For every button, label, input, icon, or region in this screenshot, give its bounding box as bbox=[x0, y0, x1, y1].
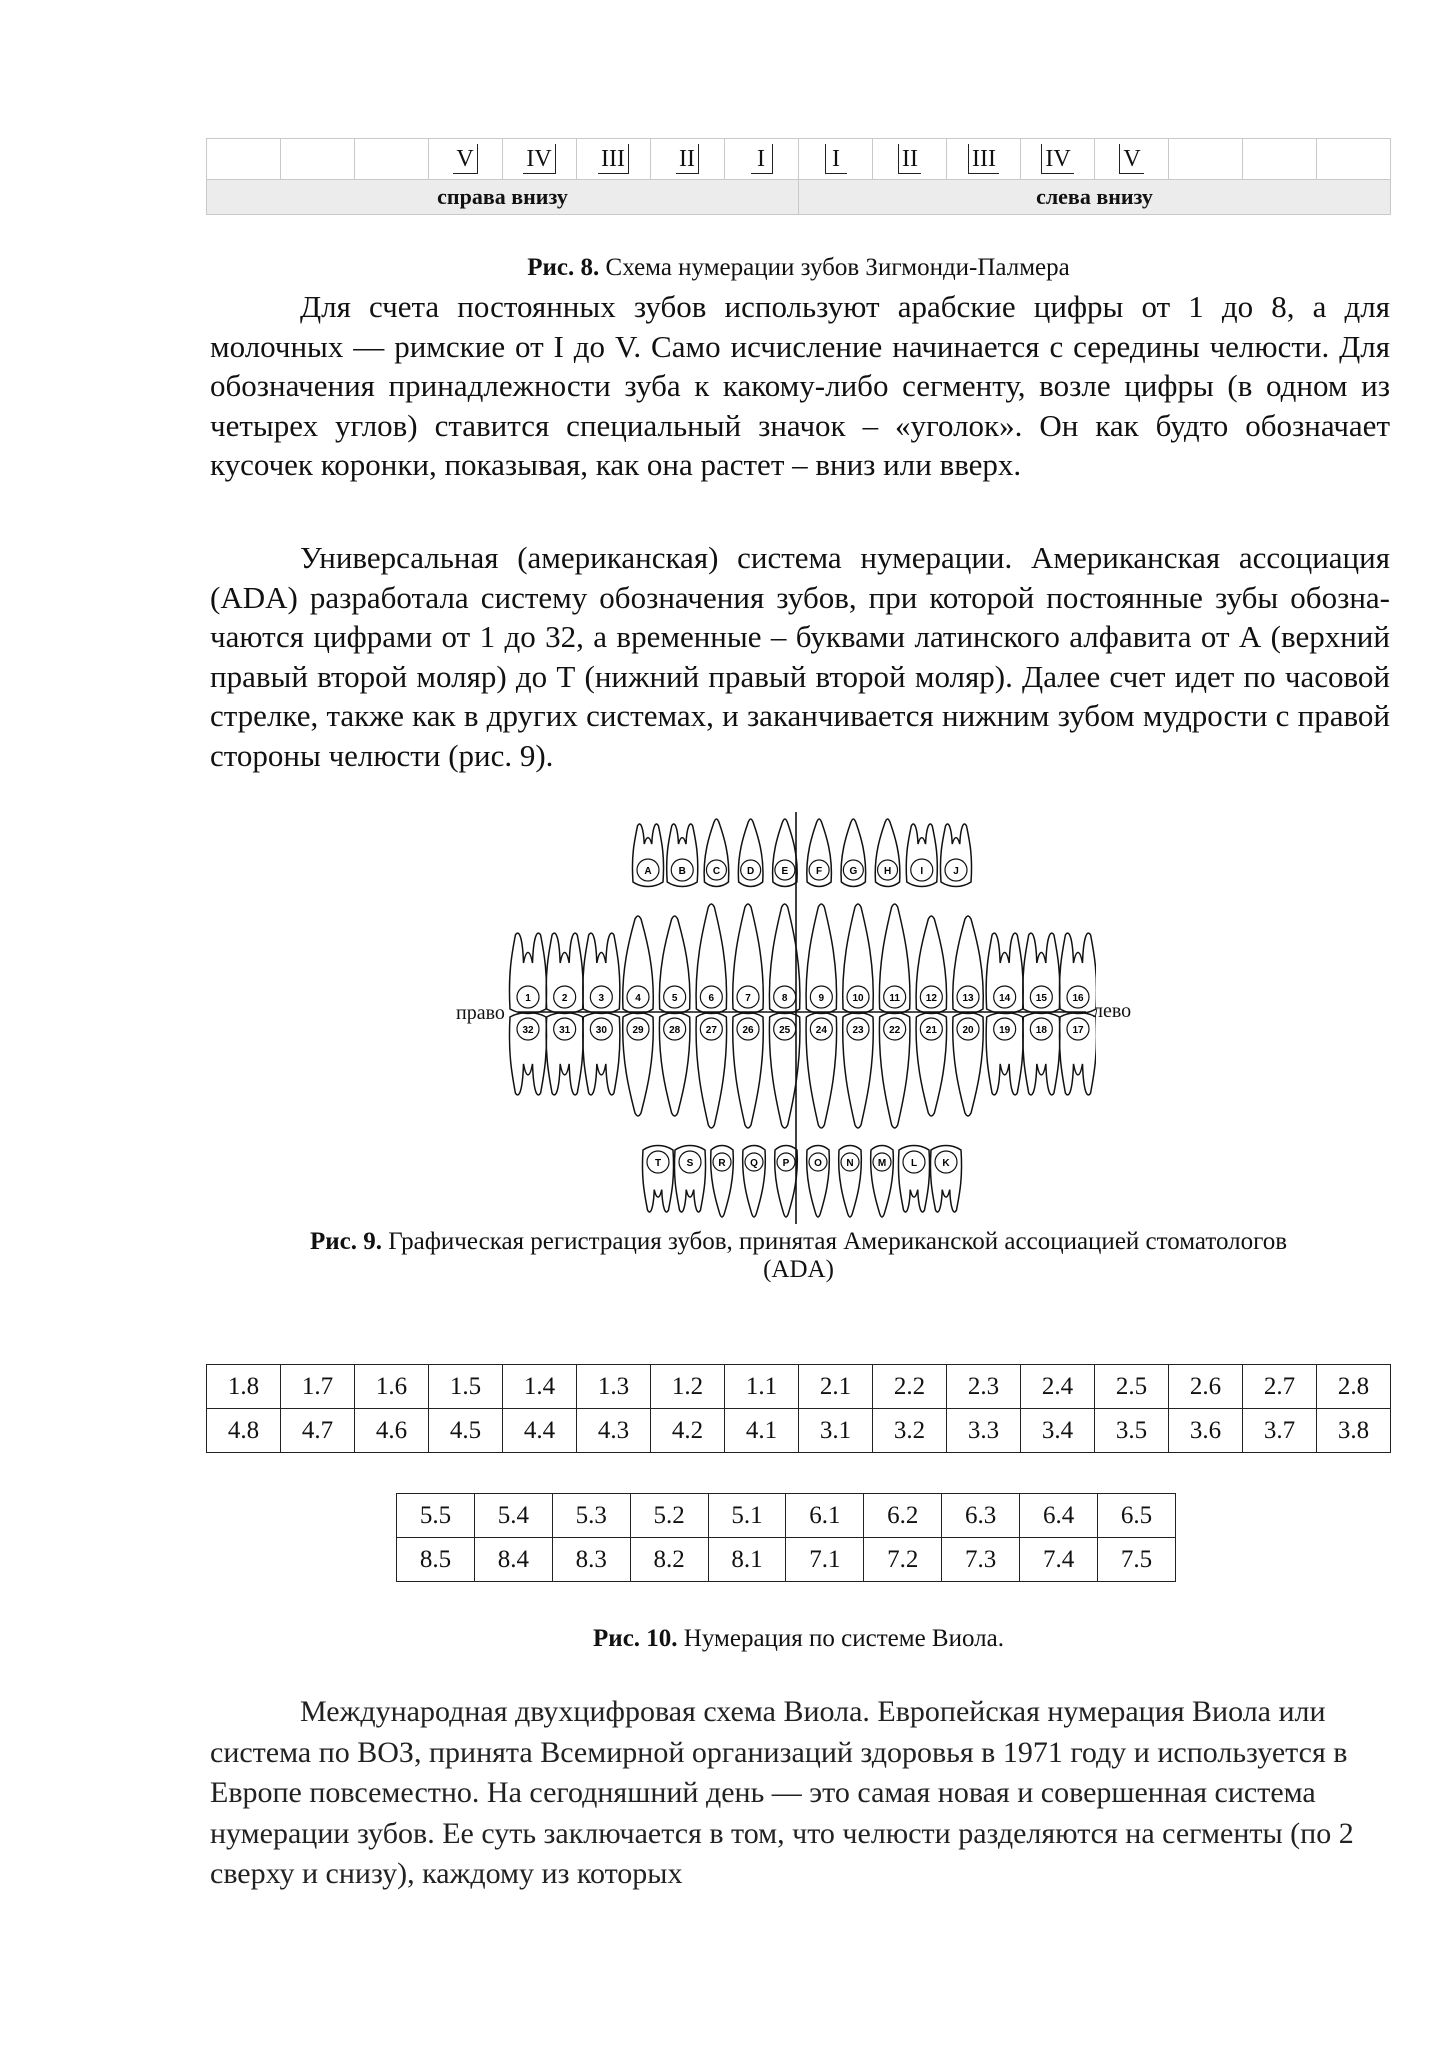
tooth-label: 2 bbox=[561, 993, 568, 1004]
figure9-caption bbox=[206, 1228, 1391, 1284]
tooth-label: O bbox=[814, 1158, 822, 1169]
tooth bbox=[509, 933, 546, 1013]
figure10-number: Рис. 10. bbox=[593, 1625, 678, 1652]
palmer-numeral: III bbox=[968, 144, 999, 174]
tooth-label: 7 bbox=[745, 993, 751, 1004]
ada-right-label: право bbox=[456, 1002, 505, 1024]
palmer-numeral: I bbox=[751, 144, 773, 174]
viola-primary-table bbox=[396, 1493, 1176, 1582]
palmer-numeral: III bbox=[598, 144, 629, 174]
tooth bbox=[841, 819, 866, 887]
tooth-number-cell: 7.4 bbox=[1020, 1538, 1098, 1582]
tooth-number-cell: 4.1 bbox=[725, 1409, 799, 1453]
palmer-numeral: II bbox=[898, 144, 921, 174]
tooth-label: 4 bbox=[635, 993, 641, 1004]
tooth-number-cell: 6.1 bbox=[786, 1494, 864, 1538]
tooth-number-cell: 6.4 bbox=[1020, 1494, 1098, 1538]
tooth-label: S bbox=[686, 1158, 694, 1169]
tooth bbox=[953, 1013, 984, 1117]
tooth-label: 28 bbox=[669, 1025, 681, 1036]
palmer-numeral: II bbox=[676, 144, 699, 174]
tooth-label: Q bbox=[750, 1158, 758, 1169]
figure9-number: Рис. 9. bbox=[309, 1228, 382, 1255]
tooth-label: 26 bbox=[742, 1025, 754, 1036]
tooth-label: 11 bbox=[889, 993, 900, 1004]
paragraph-1 bbox=[210, 287, 1390, 485]
tooth bbox=[843, 904, 874, 1014]
tooth-label: 31 bbox=[559, 1025, 571, 1036]
tooth-number-cell: 6.3 bbox=[942, 1494, 1020, 1538]
tooth-number-cell: 3.1 bbox=[799, 1409, 873, 1453]
tooth bbox=[773, 819, 798, 887]
tooth bbox=[667, 824, 698, 886]
tooth-label: L bbox=[910, 1158, 918, 1169]
tooth-label: 32 bbox=[522, 1025, 534, 1036]
tooth-label: 23 bbox=[852, 1025, 864, 1036]
paragraph-2-text: Универсальная (американская) система нумерации. Американская ассоциация (ADA) разработала систему обозначения зубов, при которой постоянные зубы обозна-чаются цифрами от 1 до 32, а временные – буквами латинского алфавита от А (верхний правый второй моляр) до Т (нижний правый второй моляр). Далее счет идет по часовой стрелке, также как в других системах, и заканчивается нижним зубом мудрости с правой стороны челюсти (рис. 9). bbox=[210, 540, 1390, 773]
tooth-number-cell: 4.4 bbox=[503, 1409, 577, 1453]
tooth-label: 1 bbox=[525, 993, 531, 1004]
figure10-text: Нумерация по системе Виола. bbox=[683, 1625, 1004, 1652]
tooth-number-cell: 2.1 bbox=[799, 1365, 873, 1409]
tooth-number-cell: 8.2 bbox=[630, 1538, 708, 1582]
tooth bbox=[583, 1013, 620, 1095]
tooth bbox=[1059, 1013, 1096, 1095]
tooth-label: T bbox=[654, 1158, 662, 1169]
tooth-number-cell: 3.5 bbox=[1095, 1409, 1169, 1453]
tooth bbox=[843, 1013, 874, 1129]
tooth-number-cell: 5.5 bbox=[397, 1494, 475, 1538]
tooth-number-cell: 3.6 bbox=[1169, 1409, 1243, 1453]
tooth-number-cell: 4.5 bbox=[429, 1409, 503, 1453]
tooth bbox=[733, 904, 764, 1014]
palmer-cell bbox=[1095, 139, 1169, 180]
tooth-number-cell: 1.6 bbox=[355, 1365, 429, 1409]
tooth-number-cell: 1.5 bbox=[429, 1365, 503, 1409]
lower-primary-teeth bbox=[642, 1146, 961, 1218]
tooth-label: D bbox=[747, 866, 755, 877]
palmer-cell bbox=[799, 139, 873, 180]
tooth-number-cell: 8.4 bbox=[474, 1538, 552, 1582]
tooth-label: 16 bbox=[1072, 993, 1084, 1004]
viola-permanent-table bbox=[206, 1364, 1391, 1453]
tooth bbox=[696, 1013, 727, 1129]
tooth-number-cell: 8.5 bbox=[397, 1538, 475, 1582]
tooth-number-cell: 3.4 bbox=[1021, 1409, 1095, 1453]
tooth-label: 15 bbox=[1035, 993, 1047, 1004]
tooth bbox=[875, 819, 900, 887]
tooth bbox=[1023, 1013, 1060, 1095]
tooth-label: 9 bbox=[818, 993, 825, 1004]
tooth bbox=[711, 1146, 734, 1218]
palmer-cell bbox=[577, 139, 651, 180]
tooth-number-cell: 4.3 bbox=[577, 1409, 651, 1453]
tooth-number-cell: 7.5 bbox=[1098, 1538, 1176, 1582]
palmer-right-label: справа внизу bbox=[207, 180, 799, 215]
tooth bbox=[743, 1146, 766, 1218]
tooth bbox=[623, 916, 654, 1014]
tooth-number-cell: 6.2 bbox=[864, 1494, 942, 1538]
palmer-empty-cell bbox=[1169, 139, 1243, 180]
tooth-label: 27 bbox=[705, 1025, 717, 1036]
tooth-label: J bbox=[953, 866, 959, 877]
figure8-number: Рис. 8. bbox=[527, 254, 600, 281]
tooth bbox=[738, 819, 763, 887]
tooth bbox=[930, 1146, 961, 1212]
viola-primary-lower-row bbox=[397, 1538, 1176, 1582]
tooth bbox=[632, 824, 663, 886]
tooth-label: 12 bbox=[925, 993, 937, 1004]
palmer-numeral-row bbox=[207, 139, 1391, 180]
tooth-label: 30 bbox=[595, 1025, 607, 1036]
palmer-cell bbox=[873, 139, 947, 180]
tooth-label: C bbox=[712, 866, 721, 877]
palmer-empty-cell bbox=[1317, 139, 1391, 180]
palmer-numeral: V bbox=[453, 144, 477, 174]
palmer-cell bbox=[947, 139, 1021, 180]
tooth-number-cell: 4.8 bbox=[207, 1409, 281, 1453]
tooth bbox=[642, 1146, 673, 1212]
palmer-cell bbox=[651, 139, 725, 180]
tooth bbox=[839, 1146, 862, 1218]
tooth bbox=[1059, 933, 1096, 1013]
tooth-label: 29 bbox=[632, 1025, 644, 1036]
tooth bbox=[546, 1013, 583, 1095]
palmer-table bbox=[206, 138, 1391, 215]
tooth bbox=[916, 1013, 947, 1117]
tooth-label: 13 bbox=[962, 993, 974, 1004]
figure9-text-line2: (ADA) bbox=[763, 1256, 834, 1283]
tooth-number-cell: 1.7 bbox=[281, 1365, 355, 1409]
tooth-label: G bbox=[849, 866, 858, 877]
tooth-label: 22 bbox=[889, 1025, 901, 1036]
tooth-number-cell: 3.2 bbox=[873, 1409, 947, 1453]
tooth-label: M bbox=[877, 1158, 887, 1169]
tooth bbox=[898, 1146, 929, 1212]
figure9-text: Графическая регистрация зубов, принятая Американской ассоциацией стоматологов bbox=[388, 1228, 1288, 1255]
tooth-label: 10 bbox=[852, 993, 864, 1004]
tooth-number-cell: 5.2 bbox=[630, 1494, 708, 1538]
tooth bbox=[940, 824, 971, 886]
tooth-number-cell: 5.4 bbox=[474, 1494, 552, 1538]
tooth-label: B bbox=[678, 866, 686, 877]
tooth-number-cell: 1.8 bbox=[207, 1365, 281, 1409]
tooth-label: K bbox=[942, 1158, 950, 1169]
tooth-number-cell: 6.5 bbox=[1098, 1494, 1176, 1538]
tooth bbox=[986, 1013, 1023, 1095]
tooth bbox=[509, 1013, 546, 1095]
paragraph-2 bbox=[210, 538, 1390, 775]
palmer-numeral: V bbox=[1119, 144, 1143, 174]
tooth-number-cell: 1.3 bbox=[577, 1365, 651, 1409]
tooth-number-cell: 1.4 bbox=[503, 1365, 577, 1409]
palmer-cell bbox=[429, 139, 503, 180]
tooth bbox=[1023, 933, 1060, 1013]
palmer-numeral: IV bbox=[1041, 144, 1073, 174]
ada-left-label: лево bbox=[1093, 1000, 1132, 1022]
tooth bbox=[659, 1013, 690, 1117]
tooth bbox=[906, 824, 937, 886]
tooth-label: E bbox=[781, 866, 789, 877]
tooth bbox=[986, 933, 1023, 1013]
tooth-number-cell: 3.7 bbox=[1243, 1409, 1317, 1453]
upper-primary-teeth bbox=[632, 819, 971, 887]
tooth-number-cell: 2.3 bbox=[947, 1365, 1021, 1409]
figure10-caption bbox=[206, 1625, 1391, 1653]
tooth bbox=[659, 916, 690, 1014]
palmer-empty-cell bbox=[355, 139, 429, 180]
palmer-label-row bbox=[207, 180, 1391, 215]
tooth bbox=[807, 1146, 830, 1218]
tooth bbox=[623, 1013, 654, 1117]
tooth-label: A bbox=[644, 866, 652, 877]
tooth-number-cell: 7.3 bbox=[942, 1538, 1020, 1582]
tooth-number-cell: 2.8 bbox=[1317, 1365, 1391, 1409]
tooth-label: 25 bbox=[779, 1025, 791, 1036]
tooth bbox=[583, 933, 620, 1013]
tooth-number-cell: 4.6 bbox=[355, 1409, 429, 1453]
tooth-number-cell: 2.5 bbox=[1095, 1365, 1169, 1409]
palmer-cell bbox=[1021, 139, 1095, 180]
tooth-label: 3 bbox=[598, 993, 605, 1004]
tooth bbox=[806, 1013, 837, 1129]
palmer-cell bbox=[503, 139, 577, 180]
tooth-label: N bbox=[846, 1158, 854, 1169]
ada-tooth-chart bbox=[456, 812, 1096, 1224]
tooth bbox=[674, 1146, 705, 1212]
tooth bbox=[879, 1013, 910, 1129]
tooth-number-cell: 8.3 bbox=[552, 1538, 630, 1582]
viola-primary-upper-row bbox=[397, 1494, 1176, 1538]
tooth-number-cell: 5.3 bbox=[552, 1494, 630, 1538]
paragraph-3-text: Международная двухцифровая схема Виола. Европейская нумерация Виола или система по ВОЗ, принята Всемирной организаций здоровья в 1971 году и используется в Европе повсеместно. На сегодняшний день — это самая новая и совершенная система нумерации зубов. Ее суть заключается в том, что челюсти разделяются на сегменты (по 2 сверху и снизу), каждому из которых bbox=[210, 1695, 1354, 1890]
tooth-number-cell: 2.7 bbox=[1243, 1365, 1317, 1409]
palmer-empty-cell bbox=[1243, 139, 1317, 180]
viola-permanent-lower-row bbox=[207, 1409, 1391, 1453]
tooth-number-cell: 1.1 bbox=[725, 1365, 799, 1409]
figure8-text: Схема нумерации зубов Зигмонди-Палмера bbox=[605, 254, 1070, 281]
tooth-label: 24 bbox=[815, 1025, 827, 1036]
tooth-number-cell: 2.6 bbox=[1169, 1365, 1243, 1409]
tooth-number-cell: 7.2 bbox=[864, 1538, 942, 1582]
tooth-label: 17 bbox=[1072, 1025, 1084, 1036]
palmer-numeral: IV bbox=[523, 144, 555, 174]
tooth-number-cell: 8.1 bbox=[708, 1538, 786, 1582]
tooth-label: 18 bbox=[1035, 1025, 1047, 1036]
tooth-label: 5 bbox=[671, 993, 678, 1004]
tooth-number-cell: 2.2 bbox=[873, 1365, 947, 1409]
figure8-caption bbox=[206, 254, 1391, 282]
tooth-number-cell: 7.1 bbox=[786, 1538, 864, 1582]
tooth-label: R bbox=[718, 1158, 726, 1169]
tooth bbox=[871, 1146, 894, 1218]
palmer-cell bbox=[725, 139, 799, 180]
tooth-number-cell: 1.2 bbox=[651, 1365, 725, 1409]
tooth-number-cell: 2.4 bbox=[1021, 1365, 1095, 1409]
tooth-number-cell: 4.7 bbox=[281, 1409, 355, 1453]
tooth-label: 6 bbox=[708, 993, 715, 1004]
paragraph-1-text: Для счета постоянных зубов используют арабские цифры от 1 до 8, а для молочных — римские от I до V. Само исчисление начинается с середины челюсти. Для обозначения принадлежности зуба к какому-либо сегменту, возле цифры (в одном из четырех углов) ставится специальный значок – «уголок». Он как будто обозначает кусочек коронки, показывая, как она растет – вниз или вверх. bbox=[210, 289, 1390, 482]
tooth bbox=[806, 904, 837, 1014]
tooth-label: P bbox=[782, 1158, 790, 1169]
tooth-label: H bbox=[883, 866, 892, 877]
tooth bbox=[546, 933, 583, 1013]
palmer-numeral: I bbox=[825, 144, 847, 174]
tooth-label: 21 bbox=[925, 1025, 937, 1036]
tooth bbox=[879, 904, 910, 1014]
palmer-empty-cell bbox=[281, 139, 355, 180]
tooth bbox=[953, 916, 984, 1014]
tooth-label: 14 bbox=[999, 993, 1011, 1004]
tooth bbox=[733, 1013, 764, 1129]
tooth-label: 8 bbox=[781, 993, 788, 1004]
tooth-number-cell: 3.3 bbox=[947, 1409, 1021, 1453]
tooth bbox=[696, 904, 727, 1014]
viola-permanent-upper-row bbox=[207, 1365, 1391, 1409]
paragraph-3 bbox=[210, 1692, 1390, 1895]
tooth-number-cell: 4.2 bbox=[651, 1409, 725, 1453]
tooth-label: F bbox=[816, 866, 823, 877]
tooth-label: 19 bbox=[999, 1025, 1011, 1036]
palmer-left-label: слева внизу bbox=[799, 180, 1391, 215]
lower-permanent-teeth bbox=[509, 1013, 1096, 1129]
tooth-label: 20 bbox=[962, 1025, 974, 1036]
tooth bbox=[807, 819, 832, 887]
palmer-empty-cell bbox=[207, 139, 281, 180]
tooth bbox=[916, 916, 947, 1014]
tooth bbox=[775, 1146, 798, 1218]
tooth-number-cell: 5.1 bbox=[708, 1494, 786, 1538]
tooth-label: I bbox=[920, 866, 924, 877]
tooth-number-cell: 3.8 bbox=[1317, 1409, 1391, 1453]
upper-permanent-teeth bbox=[509, 904, 1096, 1014]
tooth bbox=[704, 819, 729, 887]
